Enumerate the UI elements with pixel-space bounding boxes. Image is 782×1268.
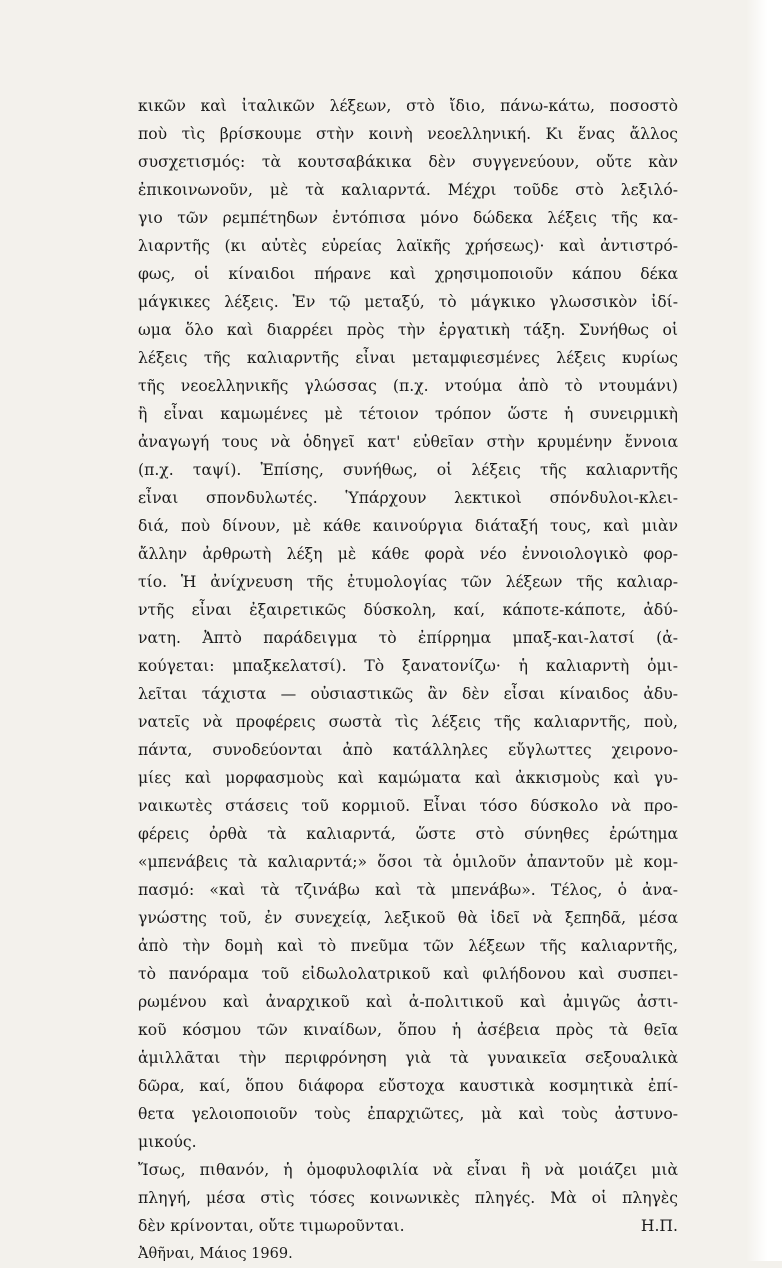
closing-line [138,1212,678,1240]
text-line: διά, ποὺ δίνουν, μὲ κάθε καινούργια διάταξή τους, καὶ μιὰν [138,517,678,535]
text-line: πασμό: «καὶ τὰ τζινάβω καὶ τὰ μπενάβω». Τέλος, ὁ ἀνα- [138,881,678,899]
text-line: κούγεται: μπαξκελατσί). Τὸ ξανατονίζω· ἡ καλιαρντὴ ὁμι- [138,657,678,675]
text-line: ἀπὸ τὴν δομὴ καὶ τὸ πνεῦμα τῶν λέξεων τῆς καλιαρντῆς, [138,937,678,955]
text-line: ναικωτὲς στάσεις τοῦ κορμιοῦ. Εἶναι τόσο δύσκολο νὰ προ- [138,797,678,815]
text-line: ρωμένου καὶ ἀναρχικοῦ καὶ ἀ-πολιτικοῦ καὶ ἀμιγῶς ἀστι- [138,993,678,1011]
text-line: ἢ εἶναι καμωμένες μὲ τέτοιον τρόπον ὥστε ἡ συνειρμικὴ [138,405,678,423]
text-line: γιο τῶν ρεμπέτηδων ἐντόπισα μόνο δώδεκα λέξεις τῆς κα- [138,209,678,227]
text-line: «μπενάβεις τὰ καλιαρντά;» ὅσοι τὰ ὁμιλοῦν ἀπαντοῦν μὲ κομ- [138,853,678,871]
text-line: μίες καὶ μορφασμοὺς καὶ καμώματα καὶ ἀκκισμοὺς καὶ γυ- [138,769,678,787]
text-line: θετα γελοιοποιοῦν τοὺς ἐπαρχιῶτες, μὰ καὶ τοὺς ἀστυνο- [138,1105,678,1123]
text-line: μάγκικες λέξεις. Ἐν τῷ μεταξύ, τὸ μάγκικο γλωσσικὸν ἰδί- [138,293,678,311]
text-line: δῶρα, καί, ὅπου διάφορα εὔστοχα καυστικὰ κοσμητικὰ ἐπί- [138,1077,678,1095]
text-line: κοῦ κόσμου τῶν κιναίδων, ὅπου ἡ ἀσέβεια πρὸς τὰ θεῖα [138,1021,678,1039]
text-line: ἐπικοινωνοῦν, μὲ τὰ καλιαρντά. Μέχρι τοῦδε στὸ λεξιλό- [138,181,678,199]
text-line: ἀναγωγή τους νὰ ὁδηγεῖ κατ' εὐθεῖαν στὴν κρυμένην ἔννοια [138,433,678,451]
text-block [138,92,678,1268]
text-line-last: μικούς. [138,1133,197,1151]
text-line: λέξεις τῆς καλιαρντῆς εἶναι μεταμφιεσμένες λέξεις κυρίως [138,349,678,367]
text-line: ἄλλην ἀρθρωτὴ λέξη μὲ κάθε φορὰ νέο ἐννοιολογικὸ φορ- [138,545,678,563]
text-line: πάντα, συνοδεύονται ἀπὸ κατάλληλες εὔγλωττες χειρονο- [138,741,678,759]
text-line: φως, οἱ κίναιδοι πήρανε καὶ χρησιμοποιοῦν κάπου δέκα [138,265,678,283]
text-line: γνώστης τοῦ, ἐν συνεχείᾳ, λεξικοῦ θὰ ἰδεῖ νὰ ξεπηδᾶ, μέσα [138,909,678,927]
page-edge [746,0,782,1261]
text-line: (π.χ. ταψί). Ἐπίσης, συνήθως, οἱ λέξεις τῆς καλιαρντῆς [138,461,678,479]
text-line: συσχετισμός: τὰ κουτσαβάκικα δὲν συγγενεύουν, οὔτε κὰν [138,153,678,171]
text-line: τῆς νεοελληνικῆς γλώσσας (π.χ. ντούμα ἀπὸ τὸ ντουμάνι) [138,377,678,395]
paragraph-2 [138,1156,678,1240]
text-line: λιαρντῆς (κι αὐτὲς εὐρείας λαϊκῆς χρήσεως)· καὶ ἀντιστρό- [138,237,678,255]
place-date: Ἀθῆναι, Μάιος 1969. [138,1246,293,1262]
text-line: λεῖται τάχιστα — οὐσιαστικῶς ἂν δὲν εἶσαι κίναιδος ἀδυ- [138,685,678,703]
text-line: νατεῖς νὰ προφέρεις σωστὰ τὶς λέξεις τῆς καλιαρντῆς, ποὺ, [138,713,678,731]
text-line: κικῶν καὶ ἰταλικῶν λέξεων, στὸ ἴδιο, πάνω-κάτω, ποσοστὸ [138,97,678,115]
author-initials: Η.Π. [640,1217,678,1235]
text-line: τὸ πανόραμα τοῦ εἰδωλολατρικοῦ καὶ φιλήδονου καὶ συσπει- [138,965,678,983]
text-line: νατη. Ἀπτὸ παράδειγμα τὸ ἐπίρρημα μπαξ-και-λατσί (ἀ- [138,629,678,647]
text-line: εἶναι σπονδυλωτές. Ὑπάρχουν λεκτικοὶ σπόνδυλοι-κλει- [138,489,678,507]
closing-text: δὲν κρίνονται, οὔτε τιμωροῦνται. [138,1217,405,1235]
text-line: ποὺ τὶς βρίσκουμε στὴν κοινὴ νεοελληνική. Κι ἕνας ἄλλος [138,125,678,143]
text-line: ωμα ὅλο καὶ διαρρέει πρὸς τὴν ἐργατικὴ τάξη. Συνήθως οἱ [138,321,678,339]
text-line: ντῆς εἶναι ἐξαιρετικῶς δύσκολη, καί, κάποτε-κάποτε, ἀδύ- [138,601,678,619]
text-line: φέρεις ὀρθὰ τὰ καλιαρντά, ὥστε στὸ σύνηθες ἐρώτημα [138,825,678,843]
paragraph-1 [138,92,678,1156]
text-line: ἁμιλλᾶται τὴν περιφρόνηση γιὰ τὰ γυναικεῖα σεξουαλικὰ [138,1049,678,1067]
text-line: πληγή, μέσα στὶς τόσες κοινωνικὲς πληγές. Μὰ οἱ πληγὲς [138,1189,678,1207]
text-line: Ἴσως, πιθανόν, ἡ ὁμοφυλοφιλία νὰ εἶναι ἢ νὰ μοιάζει μιὰ [138,1161,678,1179]
text-line: τίο. Ἡ ἀνίχνευση τῆς ἐτυμολογίας τῶν λέξεων τῆς καλιαρ- [138,573,678,591]
